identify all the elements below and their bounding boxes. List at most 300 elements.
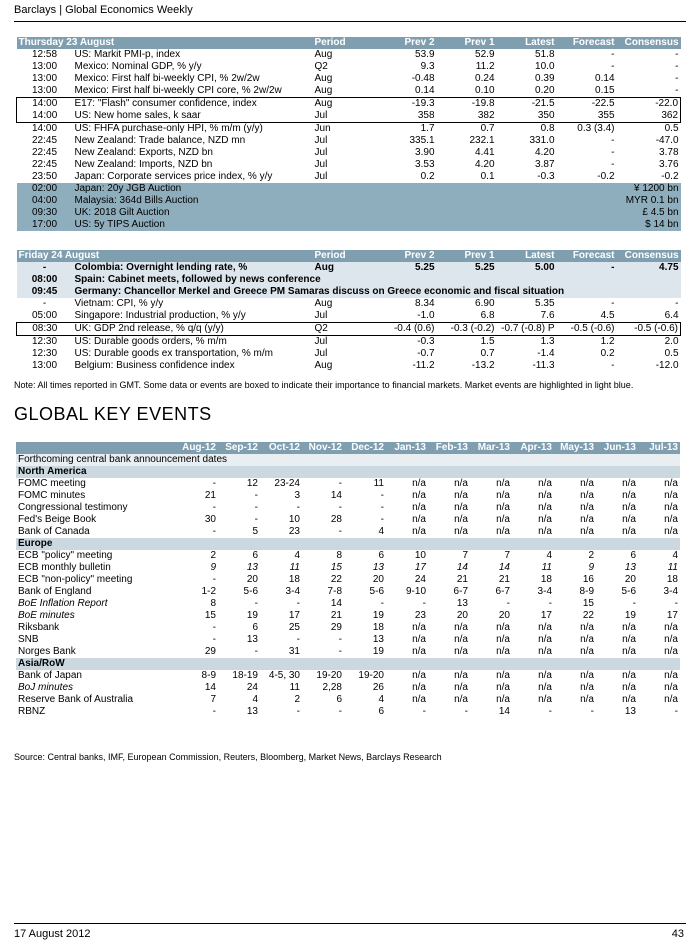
event-prev1: 1.5 [480, 336, 495, 347]
date-cell: 21 [204, 490, 216, 501]
date-cell: 11 [289, 562, 300, 573]
column-header: Latest [497, 37, 557, 49]
central-bank-label: Bank of Canada [18, 526, 90, 537]
date-cell: 17 [414, 562, 426, 573]
auction-size: £ 4.5 bn [497, 207, 681, 219]
event-name: Colombia: Overnight lending rate, % [73, 262, 313, 274]
event-prev1: -13.2 [471, 360, 495, 371]
central-bank-row [16, 478, 680, 490]
date-cell: 13 [246, 562, 258, 573]
event-prev2: -0.3 [417, 336, 435, 347]
event-time: - [42, 298, 47, 309]
date-cell: n/a [454, 670, 468, 681]
event-consensus: -0.2 [661, 171, 679, 182]
date-cell: 4 [672, 550, 678, 561]
date-cell: 7-8 [327, 586, 342, 597]
central-bank-row [16, 610, 680, 622]
central-bank-label: BoE minutes [18, 610, 75, 621]
date-cell: n/a [496, 682, 510, 693]
region-label: Europe [16, 538, 680, 550]
date-cell: n/a [496, 514, 510, 525]
date-cell: n/a [454, 622, 468, 633]
central-bank-row [16, 526, 680, 538]
date-cell: n/a [580, 478, 594, 489]
auction-name: Japan: 20y JGB Auction [73, 183, 497, 195]
date-cell: - [380, 514, 384, 525]
event-forecast: 0.2 [600, 348, 615, 359]
event-forecast: 1.2 [600, 336, 615, 347]
central-bank-row [16, 502, 680, 514]
event-latest: -1.4 [537, 348, 555, 359]
event-time: 05:00 [31, 310, 58, 321]
date-cell: 14 [456, 562, 468, 573]
date-cell: - [212, 478, 216, 489]
date-cell: n/a [412, 682, 426, 693]
event-prev1: 0.1 [480, 171, 495, 182]
event-forecast: - [611, 360, 615, 371]
event-prev2: 3.53 [415, 159, 435, 170]
date-cell: 15 [582, 598, 594, 609]
central-bank-row [16, 550, 680, 562]
event-period: Jul [314, 147, 328, 158]
event-consensus: 3.76 [659, 159, 679, 170]
date-cell: 10 [414, 550, 426, 561]
column-header: Period [313, 37, 375, 49]
event-forecast: 0.15 [595, 85, 615, 96]
event-prev2: -0.48 [411, 73, 435, 84]
date-cell: n/a [496, 490, 510, 501]
date-cell: 13 [456, 598, 468, 609]
event-forecast: 0.14 [595, 73, 615, 84]
date-cell: 4 [252, 694, 258, 705]
calendar-row [17, 286, 681, 298]
header-rule [14, 21, 686, 22]
date-cell: - [254, 514, 258, 525]
date-cell: 30 [204, 514, 216, 525]
event-prev1: 6.8 [480, 310, 495, 321]
event-latest: 5.35 [535, 298, 555, 309]
event-time: 14:00 [17, 98, 73, 111]
date-cell: 19 [372, 646, 384, 657]
date-cell: 29 [204, 646, 216, 657]
date-cell: 20 [498, 610, 510, 621]
date-cell: 19 [372, 610, 384, 621]
central-bank-label: Bank of Japan [18, 670, 82, 681]
date-cell: 20 [246, 574, 258, 585]
date-cell: n/a [664, 622, 678, 633]
date-cell: 9 [210, 562, 216, 573]
event-period: Jun [314, 123, 331, 134]
event-forecast: - [611, 159, 615, 170]
event-period: Aug [313, 262, 375, 274]
date-cell: 18 [288, 574, 300, 585]
date-cell: n/a [454, 502, 468, 513]
date-cell: 7 [462, 550, 468, 561]
calendar-row [17, 85, 681, 98]
central-bank-label: Riksbank [18, 622, 60, 633]
event-time: 13:00 [31, 85, 58, 96]
calendar-header-row [17, 250, 681, 262]
date-cell: 14 [330, 490, 342, 501]
date-cell: - [422, 706, 426, 717]
date-cell: 8 [210, 598, 216, 609]
event-period: Aug [314, 49, 333, 60]
event-name: Mexico: First half bi-weekly CPI core, % 2w/2w [74, 85, 282, 96]
date-cell: 14 [498, 706, 510, 717]
auction-time: 02:00 [17, 183, 73, 195]
date-cell: - [338, 526, 342, 537]
auction-row [17, 219, 681, 231]
date-cell: n/a [496, 694, 510, 705]
column-header: Consensus [617, 250, 681, 262]
event-time: 13:00 [31, 360, 58, 371]
date-cell: n/a [580, 694, 594, 705]
date-cell: 11 [373, 478, 384, 489]
central-bank-row [16, 670, 680, 682]
date-cell: n/a [664, 634, 678, 645]
date-cell: n/a [580, 502, 594, 513]
date-cell: n/a [412, 502, 426, 513]
event-name: Japan: Corporate services price index, % y/y [74, 171, 273, 182]
event-period: Jul [314, 159, 328, 170]
calendar-row [17, 274, 681, 286]
date-cell: - [674, 598, 678, 609]
event-consensus: 0.5 [664, 123, 679, 134]
date-cell: 28 [330, 514, 342, 525]
date-cell: - [296, 706, 300, 717]
date-cell: n/a [622, 682, 636, 693]
column-header: Prev 2 [375, 250, 437, 262]
date-cell: 24 [414, 574, 426, 585]
event-prev2: -0.7 [417, 348, 435, 359]
event-consensus: 6.4 [664, 310, 679, 321]
date-cell: 13 [372, 634, 384, 645]
column-header: Forecast [557, 250, 617, 262]
event-time: 12:30 [31, 336, 58, 347]
event-prev1: 382 [437, 110, 497, 123]
event-forecast: -0.2 [597, 171, 615, 182]
month-header: May-13 [554, 442, 596, 454]
date-cell: n/a [622, 670, 636, 681]
date-cell: 11 [541, 562, 552, 573]
date-cell: 29 [330, 622, 342, 633]
date-cell: n/a [538, 622, 552, 633]
date-cell: n/a [412, 490, 426, 501]
event-forecast: 4.5 [600, 310, 615, 321]
auction-time: 04:00 [17, 195, 73, 207]
date-cell: - [254, 502, 258, 513]
event-forecast: 0.3 (3.4) [577, 123, 615, 134]
column-header: Latest [497, 250, 557, 262]
date-cell: - [380, 502, 384, 513]
date-cell: n/a [622, 490, 636, 501]
central-bank-label: SNB [18, 634, 39, 645]
central-bank-label: Bank of England [18, 586, 92, 597]
date-cell: 9 [588, 562, 594, 573]
event-latest: 4.20 [535, 147, 555, 158]
calendar-row [17, 298, 681, 310]
day-label: Friday 24 August [17, 250, 313, 262]
month-header: Nov-12 [302, 442, 344, 454]
date-cell: 19-20 [316, 670, 342, 681]
date-cell: - [422, 598, 426, 609]
date-cell: - [338, 646, 342, 657]
date-cell: 6-7 [495, 586, 510, 597]
date-cell: - [464, 706, 468, 717]
auction-size: MYR 0.1 bn [497, 195, 681, 207]
date-cell: - [212, 706, 216, 717]
event-prev2: 9.3 [420, 61, 435, 72]
event-consensus: -0.5 (-0.6) [617, 323, 681, 336]
event-consensus: - [675, 298, 679, 309]
date-cell: - [254, 490, 258, 501]
date-cell: - [632, 598, 636, 609]
event-prev1: 52.9 [475, 49, 495, 60]
event-prev1: -0.3 (-0.2) [437, 323, 497, 336]
date-cell: n/a [622, 634, 636, 645]
event-prev2: 5.25 [375, 262, 437, 274]
event-latest: 3.87 [535, 159, 555, 170]
section-title: GLOBAL KEY EVENTS [14, 404, 212, 424]
calendar-header-row [17, 37, 681, 49]
event-latest: -0.7 (-0.8) P [497, 323, 557, 336]
date-cell: - [548, 598, 552, 609]
event-prev1: 0.24 [475, 73, 495, 84]
date-cell: n/a [496, 622, 510, 633]
central-bank-label: BoJ minutes [18, 682, 74, 693]
date-cell: 2 [588, 550, 594, 561]
month-header: Oct-12 [260, 442, 302, 454]
date-cell: n/a [664, 490, 678, 501]
event-consensus: - [675, 49, 679, 60]
date-cell: 11 [289, 682, 300, 693]
event-name: New Zealand: Trade balance, NZD mn [74, 135, 246, 146]
date-cell: 8 [336, 550, 342, 561]
event-time: 08:30 [17, 323, 73, 336]
date-cell: 22 [582, 610, 594, 621]
event-prev1: 4.41 [475, 147, 495, 158]
date-cell: n/a [538, 634, 552, 645]
region-row [16, 538, 680, 550]
event-consensus: -47.0 [655, 135, 679, 146]
date-cell: - [212, 634, 216, 645]
event-period: Jul [314, 336, 328, 347]
event-latest: -0.3 [537, 171, 555, 182]
date-cell: 4 [294, 550, 300, 561]
event-consensus: 4.75 [617, 262, 681, 274]
date-cell: 5-6 [369, 586, 384, 597]
calendar-row [17, 61, 681, 73]
event-period: Aug [313, 98, 375, 111]
month-header: Jun-13 [596, 442, 638, 454]
event-prev2: 358 [375, 110, 437, 123]
date-cell: n/a [580, 682, 594, 693]
central-bank-row [16, 694, 680, 706]
date-cell: - [548, 706, 552, 717]
date-cell: 8-9 [201, 670, 216, 681]
event-consensus: 3.78 [659, 147, 679, 158]
date-cell: n/a [664, 526, 678, 537]
date-cell: n/a [580, 646, 594, 657]
date-cell: 20 [372, 574, 384, 585]
date-cell: - [212, 622, 216, 633]
event-name: Spain: Cabinet meets, followed by news conference [73, 274, 681, 286]
event-consensus: -12.0 [655, 360, 679, 371]
event-forecast: - [611, 61, 615, 72]
day-label: Thursday 23 August [17, 37, 313, 49]
event-name: Mexico: Nominal GDP, % y/y [74, 61, 202, 72]
event-name: Singapore: Industrial production, % y/y [74, 310, 246, 321]
date-cell: 23 [288, 526, 300, 537]
auction-name: Malaysia: 364d Bills Auction [73, 195, 497, 207]
date-cell: 2 [294, 694, 300, 705]
date-cell: 14 [330, 598, 342, 609]
date-cell: 6 [252, 622, 258, 633]
footer-rule [14, 923, 686, 924]
central-bank-label: RBNZ [18, 706, 46, 717]
event-forecast: - [611, 147, 615, 158]
date-cell: n/a [496, 502, 510, 513]
date-cell: 2,28 [322, 682, 342, 693]
region-label: Asia/RoW [16, 658, 680, 670]
date-cell: n/a [454, 646, 468, 657]
date-cell: - [380, 490, 384, 501]
calendar-row [17, 49, 681, 61]
event-name: Belgium: Business confidence index [74, 360, 235, 371]
date-cell: 13 [372, 562, 384, 573]
event-name: Mexico: First half bi-weekly CPI, % 2w/2w [74, 73, 260, 84]
date-cell: n/a [454, 514, 468, 525]
event-period: Jul [313, 110, 375, 123]
date-cell: 4 [546, 550, 552, 561]
date-cell: 6 [252, 550, 258, 561]
date-cell: n/a [454, 694, 468, 705]
event-name: Germany: Chancellor Merkel and Greece PM Samaras discuss on Greece economic and fiscal situation [73, 286, 681, 298]
event-consensus: - [675, 85, 679, 96]
event-prev2: 1.7 [420, 123, 435, 134]
date-cell: 6 [336, 694, 342, 705]
calendar-row [17, 159, 681, 171]
date-cell: n/a [412, 670, 426, 681]
event-period: Q2 [313, 323, 375, 336]
event-time: 13:00 [31, 61, 58, 72]
date-cell: n/a [622, 478, 636, 489]
auction-row [17, 207, 681, 219]
central-bank-label: FOMC meeting [18, 478, 86, 489]
months-header-blank [16, 442, 176, 454]
date-cell: n/a [412, 526, 426, 537]
column-header: Consensus [617, 37, 681, 49]
date-cell: 18 [372, 622, 384, 633]
event-name: US: Durable goods orders, % m/m [74, 336, 227, 347]
date-cell: n/a [580, 514, 594, 525]
date-cell: n/a [622, 526, 636, 537]
event-time: 22:45 [31, 135, 58, 146]
date-cell: 2 [210, 550, 216, 561]
column-header: Forecast [557, 37, 617, 49]
calendar-row [17, 135, 681, 147]
date-cell: n/a [622, 646, 636, 657]
central-bank-label: Norges Bank [18, 646, 76, 657]
date-cell: n/a [412, 514, 426, 525]
calendar-row [17, 123, 681, 136]
date-cell: n/a [496, 526, 510, 537]
event-forecast: -0.5 (-0.6) [557, 323, 617, 336]
date-cell: 4 [378, 694, 384, 705]
event-name: New Zealand: Imports, NZD bn [74, 159, 213, 170]
event-latest: 1.3 [540, 336, 555, 347]
date-cell: 8-9 [579, 586, 594, 597]
date-cell: 1-2 [201, 586, 216, 597]
date-cell: 13 [624, 706, 636, 717]
event-period: Jul [314, 348, 328, 359]
event-period: Aug [314, 360, 333, 371]
event-period: Jul [314, 171, 328, 182]
month-header: Mar-13 [470, 442, 512, 454]
date-cell: n/a [538, 526, 552, 537]
table-caption: Forthcoming central bank announcement dates [16, 454, 680, 466]
date-cell: - [212, 574, 216, 585]
date-cell: - [338, 634, 342, 645]
event-prev1: -19.8 [437, 98, 497, 111]
date-cell: 20 [624, 574, 636, 585]
event-prev2: 0.2 [420, 171, 435, 182]
auction-row [17, 195, 681, 207]
date-cell: 11 [667, 562, 678, 573]
region-label: North America [16, 466, 680, 478]
month-header: Feb-13 [428, 442, 470, 454]
auction-name: UK: 2018 Gilt Auction [73, 207, 497, 219]
column-header: Prev 1 [437, 250, 497, 262]
event-period: Jul [314, 135, 328, 146]
date-cell: 9-10 [405, 586, 426, 597]
event-name: UK: GDP 2nd release, % q/q (y/y) [73, 323, 313, 336]
date-cell: - [674, 706, 678, 717]
event-forecast: -22.5 [557, 98, 617, 111]
thursday-calendar-table [16, 37, 681, 231]
date-cell: 12 [246, 478, 258, 489]
date-cell: n/a [538, 682, 552, 693]
date-cell: - [380, 598, 384, 609]
event-name: US: New home sales, k saar [73, 110, 313, 123]
event-name: E17: "Flash" consumer confidence, index [73, 98, 313, 111]
column-header: Period [313, 250, 375, 262]
date-cell: n/a [412, 694, 426, 705]
event-consensus: 362 [617, 110, 681, 123]
central-bank-label: ECB monthly bulletin [18, 562, 111, 573]
date-cell: 31 [288, 646, 300, 657]
date-cell: - [254, 598, 258, 609]
date-cell: 21 [456, 574, 468, 585]
friday-calendar-table [16, 250, 681, 372]
event-latest: 51.8 [535, 49, 555, 60]
date-cell: 13 [246, 634, 258, 645]
date-cell: 17 [540, 610, 552, 621]
event-consensus: 2.0 [664, 336, 679, 347]
column-header: Prev 2 [375, 37, 437, 49]
month-header: Apr-13 [512, 442, 554, 454]
event-period: Q2 [314, 61, 328, 72]
date-cell: 6 [630, 550, 636, 561]
date-cell: 16 [582, 574, 594, 585]
date-cell: 17 [288, 610, 300, 621]
central-bank-label: FOMC minutes [18, 490, 86, 501]
date-cell: - [296, 502, 300, 513]
calendar-row [17, 147, 681, 159]
central-bank-label: Fed's Beige Book [18, 514, 97, 525]
event-prev1: 6.90 [475, 298, 495, 309]
calendar-row [17, 348, 681, 360]
